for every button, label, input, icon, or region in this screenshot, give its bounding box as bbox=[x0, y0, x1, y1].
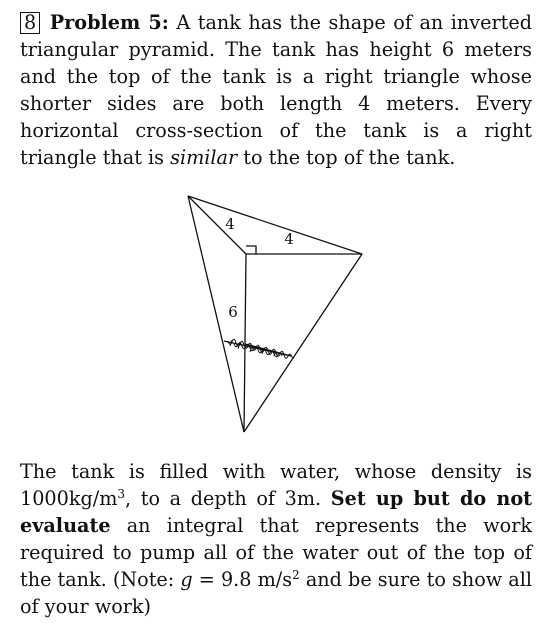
square-exponent: 2 bbox=[292, 568, 300, 582]
intro-text-b: to the top of the tank. bbox=[237, 146, 456, 169]
tank-height-edge bbox=[244, 254, 246, 432]
right-angle-marker bbox=[246, 246, 256, 254]
label-top-right-side: 4 bbox=[284, 230, 294, 248]
label-height: 6 bbox=[228, 303, 238, 321]
question-text-d: = 9.8 m/s bbox=[192, 568, 293, 591]
gravity-symbol: g bbox=[180, 568, 193, 591]
water-hatching bbox=[228, 339, 293, 359]
question-text-c: an integral that represents the work required to pump all of the water out of the top of the tank. (Note: bbox=[20, 514, 532, 591]
question-statement bbox=[20, 458, 532, 620]
tank-edge-right bbox=[244, 254, 362, 432]
intro-similar-word: similar bbox=[170, 146, 238, 169]
problem-heading: Problem 5: bbox=[49, 11, 169, 34]
instruction-bold: Set up but do not evaluate bbox=[20, 487, 532, 537]
question-text-e: and be sure to show all of your work) bbox=[20, 568, 533, 618]
problem-number-box: 8 bbox=[20, 12, 40, 34]
intro-text-a: A tank has the shape of an inverted triangular pyramid. The tank has height 6 meters and the top of the tank is a right triangle whose shorter sides are both length 4 meters. Every horizontal cross-section of the tank is a right triangle that is bbox=[20, 11, 532, 169]
question-text-a: The tank is filled with water, whose density is 1000kg/m bbox=[20, 460, 532, 510]
tank-top-triangle bbox=[188, 196, 362, 254]
problem-statement bbox=[20, 9, 532, 171]
label-top-left-side: 4 bbox=[225, 215, 235, 233]
cubic-exponent: 3 bbox=[117, 487, 126, 501]
tank-diagram bbox=[170, 188, 380, 436]
question-text-b: , to a depth of 3m. bbox=[125, 487, 331, 510]
